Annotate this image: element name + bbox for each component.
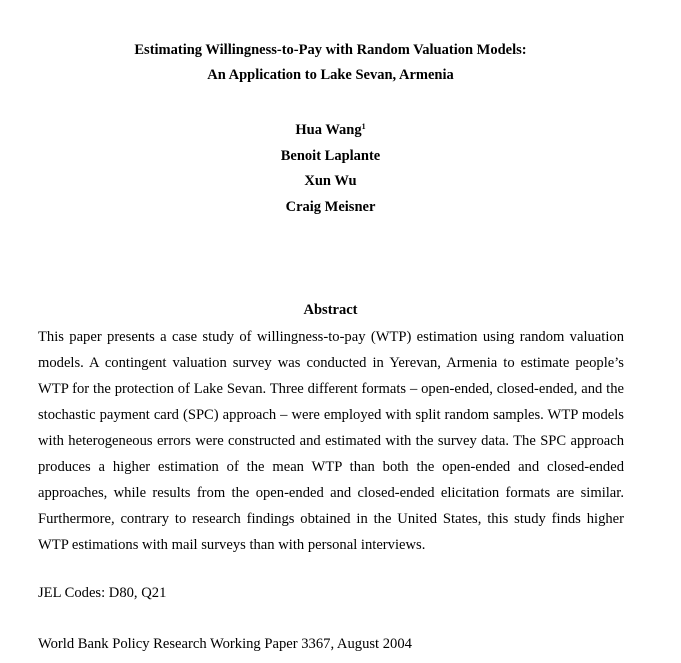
title-line-1: Estimating Willingness-to-Pay with Random Valuation Models: [134,42,527,58]
jel-codes: JEL Codes: D80, Q21 [38,585,167,601]
author-2: Benoit Laplante [280,148,381,164]
author-1 [0,121,661,139]
abstract-body: This paper presents a case study of willingness-to-pay (WTP) estimation using random valuation models. A contingent valuation survey was conducted in Yerevan, Armenia to estimate people’s WTP for the protection of Lake Sevan. Three different formats – open-ended, closed-ended, and the stochastic payment card (SPC) approach – were employed with split random samples. WTP models with heterogeneous errors were constructed and estimated with the survey data. The SPC approach produces a higher estimation of the mean WTP than both the open-ended and closed-ended approaches, while results from the open-ended and closed-ended elicitation formats are similar. Furthermore, contrary to research findings obtained in the United States, this study finds higher WTP estimations with mail surveys than with personal interviews. [38,329,624,553]
title-line-2: An Application to Lake Sevan, Armenia [207,67,454,83]
working-paper-note: World Bank Policy Research Working Paper 3367, August 2004 [38,636,412,652]
author-4: Craig Meisner [285,199,376,215]
footnote-marker: 1 [361,122,366,131]
abstract-heading: Abstract [303,302,358,318]
author-3: Xun Wu [304,173,357,189]
author-name: Hua Wang [295,122,362,138]
